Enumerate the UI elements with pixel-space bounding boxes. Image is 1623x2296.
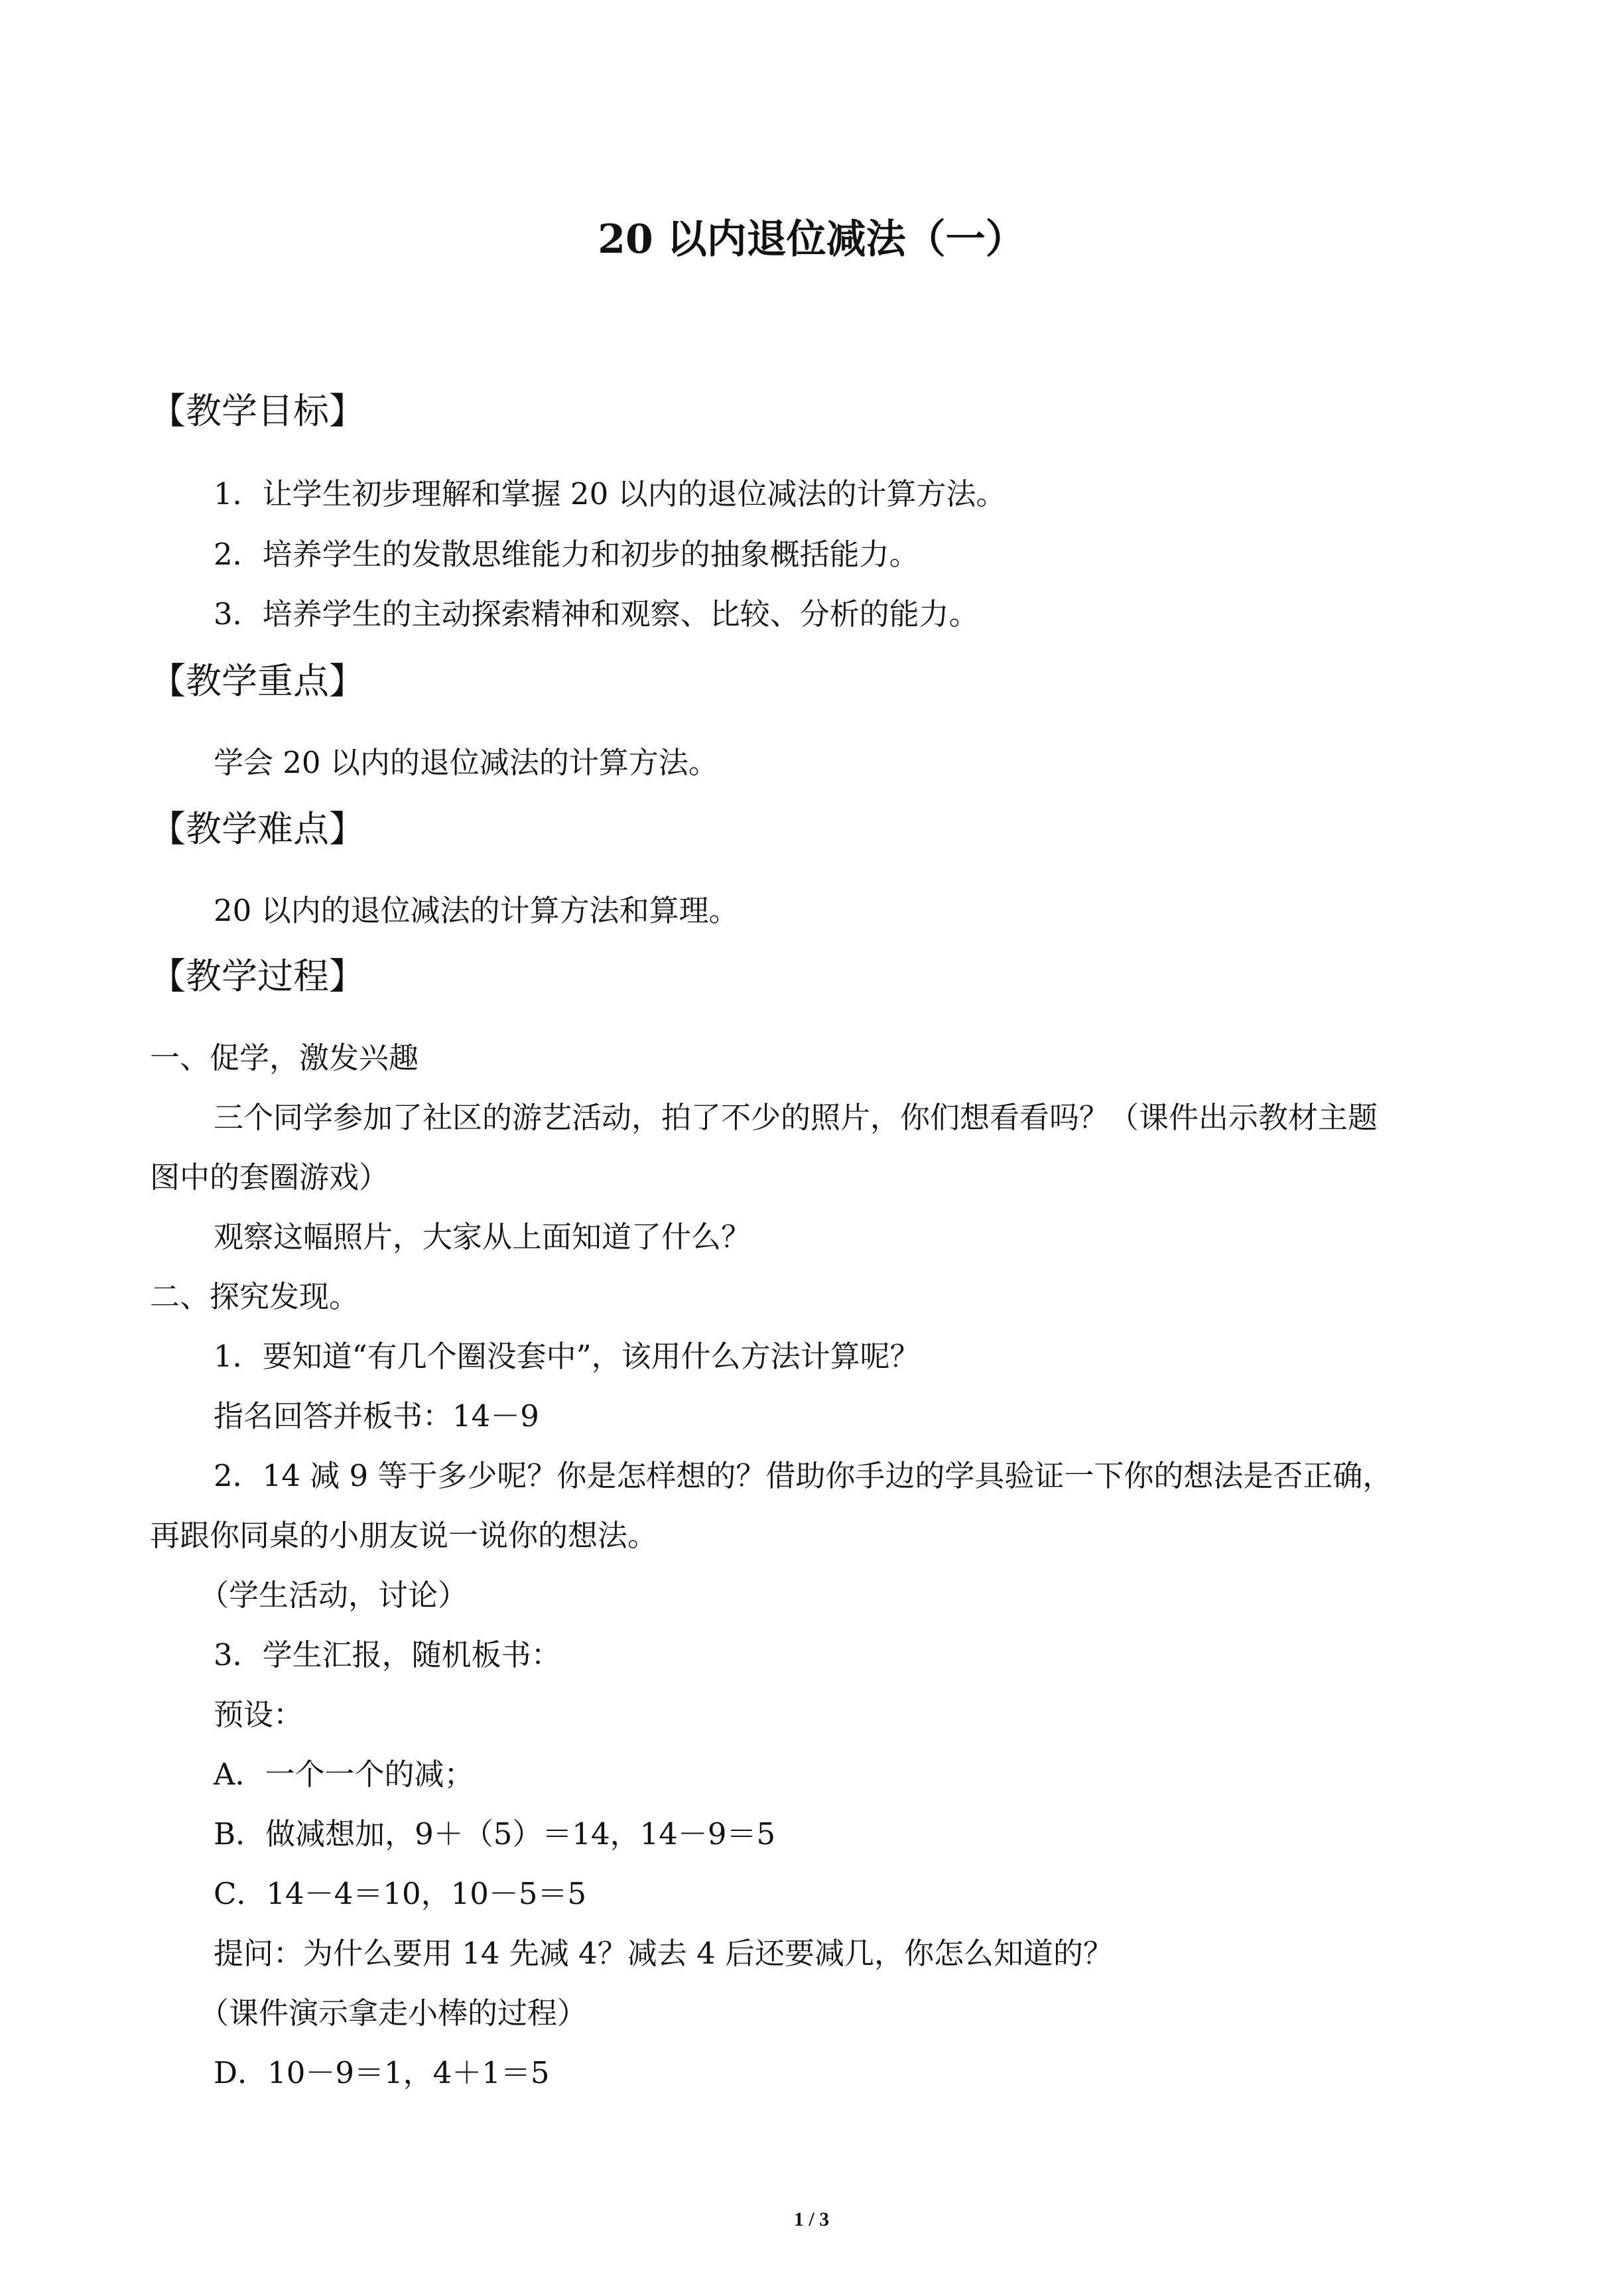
process-line: B．做减想加，9＋（5）＝14，14－9＝5 (214, 1816, 776, 1852)
process-section-2-title: 二、探究发现。 (150, 1279, 359, 1314)
heading-objectives: 【教学目标】 (150, 390, 365, 432)
process-line: 预设： (214, 1697, 304, 1732)
objective-item-3: 3．培养学生的主动探索精神和观察、比较、分析的能力。 (214, 596, 979, 632)
process-line: 观察这幅照片，大家从上面知道了什么？ (214, 1219, 751, 1254)
process-section-1-title: 一、促学，激发兴趣 (150, 1040, 419, 1075)
process-line: 指名回答并板书：14－9 (214, 1398, 539, 1434)
key-points-text: 学会 20 以内的退位减法的计算方法。 (214, 745, 718, 780)
process-line: 三个同学参加了社区的游艺活动，拍了不少的照片，你们想看看吗？（课件出示教材主题 (214, 1100, 1378, 1135)
process-line: A．一个一个的减； (214, 1757, 474, 1792)
process-line: C．14－4＝10，10－5＝5 (214, 1876, 587, 1911)
process-line: 2．14 减 9 等于多少呢？你是怎样想的？借助你手边的学具验证一下你的想法是否正确， (214, 1458, 1393, 1493)
objective-item-1: 1．让学生初步理解和掌握 20 以内的退位减法的计算方法。 (214, 476, 1006, 511)
process-line: 图中的套圈游戏） (150, 1160, 389, 1195)
page-number: 1 / 3 (793, 2208, 830, 2230)
heading-difficulties: 【教学难点】 (150, 808, 365, 850)
objective-item-2: 2．培养学生的发散思维能力和初步的抽象概括能力。 (214, 537, 919, 572)
process-line: D．10－9＝1，4＋1＝5 (214, 2055, 550, 2090)
process-line: 提问：为什么要用 14 先减 4？减去 4 后还要减几，你怎么知道的？ (214, 1936, 1114, 1971)
heading-process: 【教学过程】 (150, 955, 365, 997)
difficulties-text: 20 以内的退位减法的计算方法和算理。 (214, 893, 739, 928)
process-line: 再跟你同桌的小朋友说一说你的想法。 (150, 1518, 658, 1553)
process-line: （学生活动，讨论） (199, 1578, 468, 1613)
process-line: 1．要知道“有几个圈没套中”，该用什么方法计算呢？ (214, 1339, 920, 1374)
process-line: （课件演示拿走小棒的过程） (199, 1995, 588, 2031)
heading-key-points: 【教学重点】 (150, 660, 365, 702)
process-line: 3．学生汇报，随机板书： (214, 1637, 561, 1672)
document-title: 20 以内退位减法（一） (598, 216, 1025, 263)
